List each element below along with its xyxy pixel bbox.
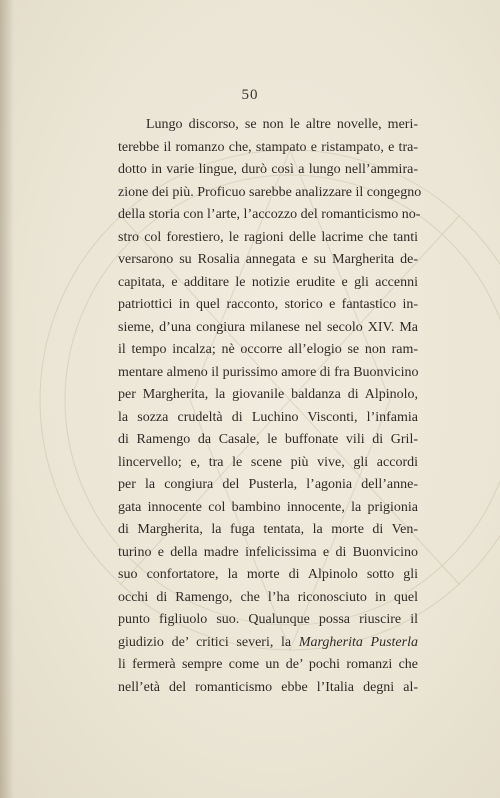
text-line: la sozza crudeltà di Luchino Visconti, l’infamia [118, 409, 418, 425]
page-number: 50 [241, 87, 259, 103]
text-line: versarono su Rosalia annegata e su Margherita de- [118, 252, 418, 267]
text-line: punto figliuolo suo. Qualunque possa riuscire il [118, 612, 418, 627]
text-line: capitata, e additare le notizie erudite e gli accenni [118, 274, 418, 290]
text-line: stro col forestiero, le ragioni delle lacrime che tanti [118, 229, 418, 245]
text-line: per la congiura del Pusterla, l’agonia dell’anne- [118, 477, 418, 492]
text-line-with-title [118, 632, 418, 655]
text-line: di Ramengo da Casale, le buffonate vili di Gril- [118, 432, 418, 447]
text-line: mentare almeno il purissimo amore di fra Buonvicino [118, 364, 419, 380]
text-line: nell’età del romanticismo ebbe l’Italia degni al- [118, 679, 418, 695]
gutter-shadow [0, 0, 14, 798]
text-line: sieme, d’una congiura milanese nel secolo XIV. Ma [118, 319, 418, 335]
text-line: occhi di Ramengo, che l’ha riconosciuto in quel [118, 589, 418, 605]
text-line: suo confortatore, la morte di Alpinolo sotto gli [118, 567, 418, 582]
text-line: Lungo discorso, se non le altre novelle, meri- [146, 117, 418, 132]
book-title-italic: Margherita Pusterla [298, 634, 418, 650]
text-line: li fermerà sempre come un de’ pochi romanzi che [118, 657, 418, 672]
text-line: terebbe il romanzo che, stampato e ristampato, e tra- [118, 139, 418, 155]
text-line: patriottici in quel racconto, storico e fantastico in- [118, 297, 418, 312]
body-text [118, 114, 422, 699]
text-line: della storia con l’arte, l’accozzo del romanticismo no- [118, 207, 421, 222]
text-line: zione dei più. Proficuo sarebbe analizzare il congegno [118, 184, 422, 200]
text-line: dotto in varie lingue, durò così a lungo nell’ammira- [118, 162, 418, 177]
text-line-segment: giudizio de’ critici severi, la [118, 634, 299, 650]
text-line: turino e della madre infelicissima e di Buonvicino [118, 544, 418, 560]
text-line: gata innocente col bambino innocente, la prigionia [118, 499, 418, 515]
text-line: per Margherita, la giovanile baldanza di Alpinolo, [118, 387, 418, 402]
text-line: il tempo incalza; nè occorre all’elogio se non ram- [118, 342, 418, 357]
text-line: lincervello; e, tra le scene più vive, gli accordi [118, 454, 418, 470]
text-line: di Margherita, la fuga tentata, la morte di Ven- [118, 522, 418, 537]
